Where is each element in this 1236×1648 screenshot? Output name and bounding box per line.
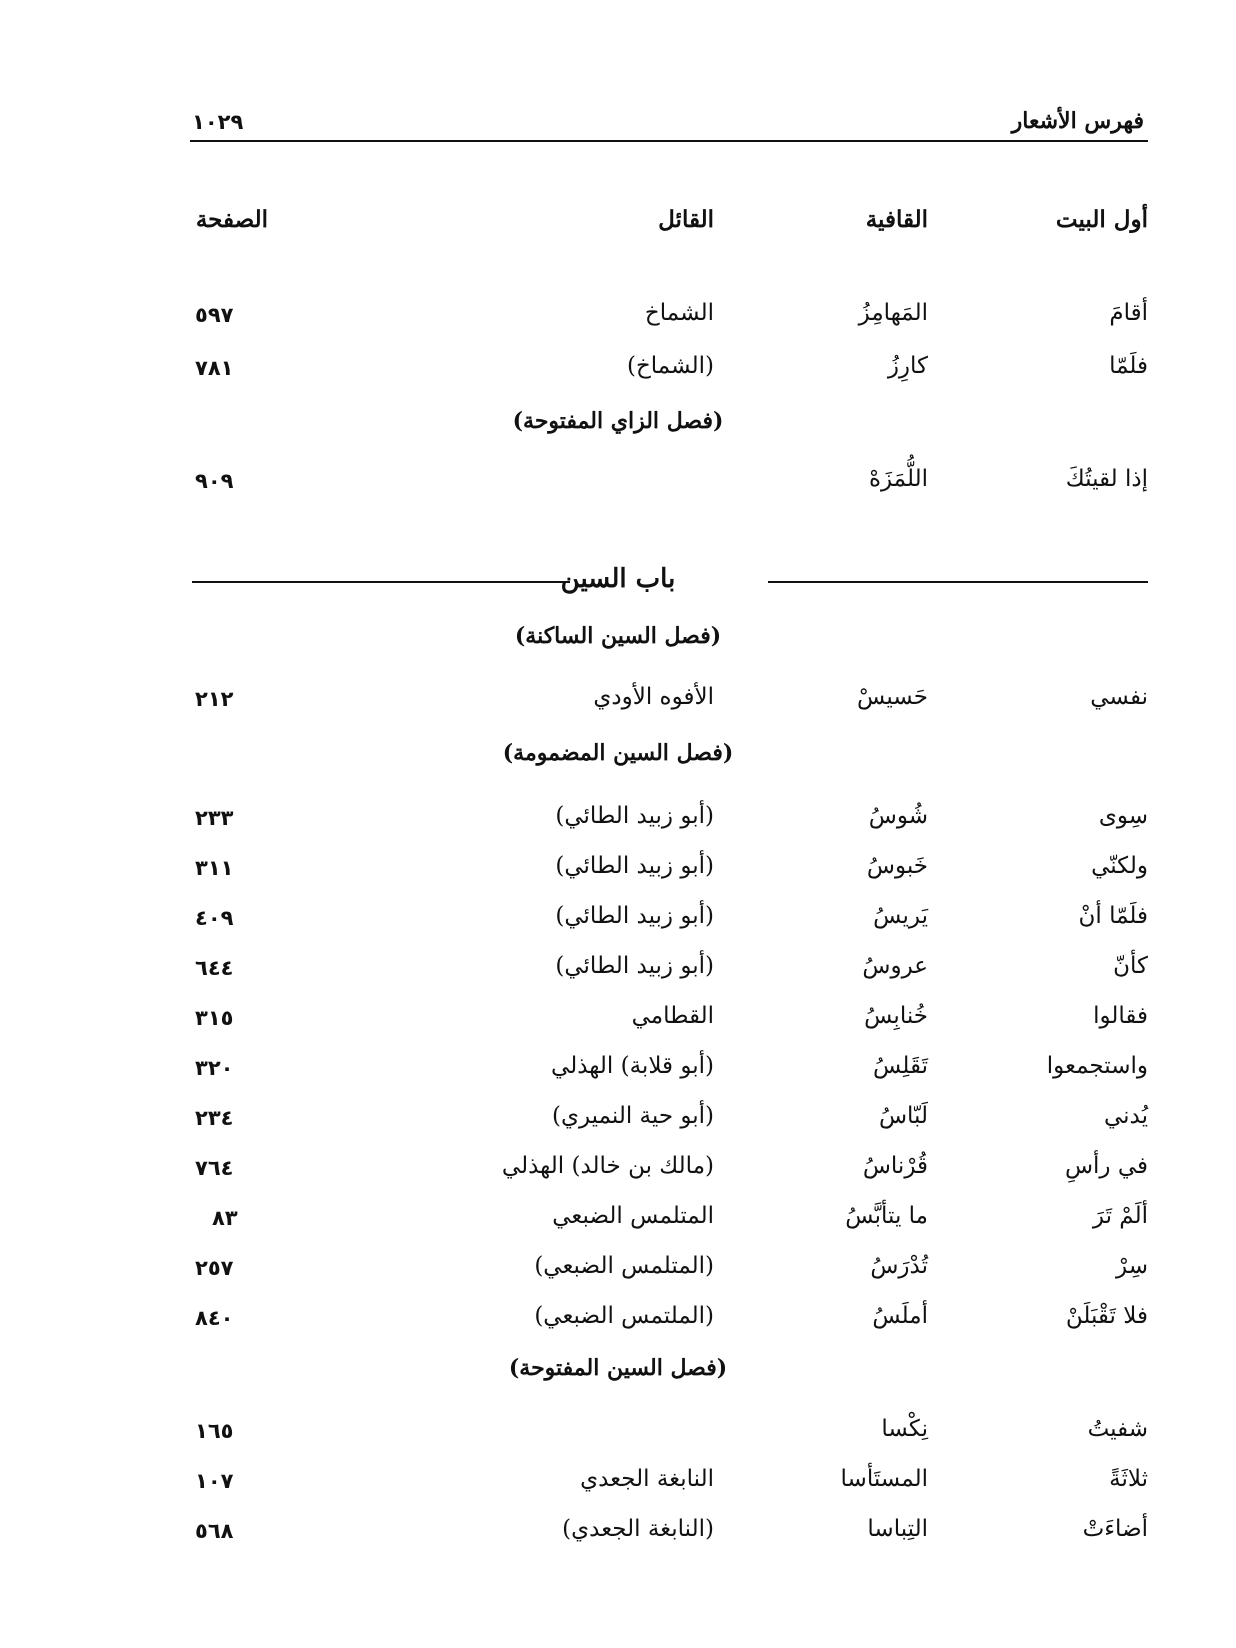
first-word: ألَمْ تَرَ <box>1092 1203 1148 1229</box>
rhyme: أملَسُ <box>872 1303 928 1329</box>
first-word: إذا لقيتُكَ <box>1065 466 1148 492</box>
rhyme: تُدْرَسُ <box>870 1253 928 1279</box>
poet: (الملتمس الضبعي) <box>534 1303 714 1329</box>
poet: (أبو زبيد الطائي) <box>555 853 714 879</box>
page-ref: ٢٣٣ <box>195 806 234 830</box>
rhyme: حَسيسْ <box>857 684 928 710</box>
rhyme: يَريسُ <box>873 903 928 929</box>
first-word: سِوى <box>1098 803 1148 829</box>
rhyme: اللُّمَزَهْ <box>868 466 928 492</box>
poet: (أبو قلابة) الهذلي <box>551 1053 714 1079</box>
poet: (مالك بن خالد) الهذلي <box>501 1153 714 1179</box>
page-ref: ٧٦٤ <box>195 1156 234 1180</box>
bab-rule-right <box>768 581 1148 583</box>
first-word: كأنّ <box>1113 953 1148 979</box>
poet: الأفوه الأودي <box>593 684 714 710</box>
poet: المتلمس الضبعي <box>552 1203 714 1229</box>
rhyme: لَبّاسُ <box>878 1103 928 1129</box>
column-first-word: أول البيت <box>1055 206 1148 233</box>
rhyme: نِكْسا <box>881 1416 928 1442</box>
poet: النابغة الجعدي <box>580 1466 714 1492</box>
poet: (أبو زبيد الطائي) <box>555 903 714 929</box>
first-word: شفيتُ <box>1087 1416 1148 1442</box>
section-heading: (فصل الزاي المفتوحة) <box>512 408 724 434</box>
rhyme: التِباسا <box>867 1516 928 1542</box>
poet: (المتلمس الضبعي) <box>534 1253 714 1279</box>
poet: (أبو زبيد الطائي) <box>555 953 714 979</box>
column-page: الصفحة <box>195 206 268 233</box>
page-ref: ٦٤٤ <box>195 956 234 980</box>
rhyme: المستَأسا <box>840 1466 928 1492</box>
first-word: فلَمّا أنْ <box>1078 903 1148 929</box>
section-heading: (فصل السين المفتوحة) <box>508 1355 728 1381</box>
page-ref: ٨٤٠ <box>195 1306 234 1330</box>
page-ref: ٣٢٠ <box>195 1056 234 1080</box>
section-heading: (فصل السين المضمومة) <box>502 740 734 766</box>
column-poet: القائل <box>658 206 714 233</box>
page-ref: ٨٣ <box>212 1206 238 1230</box>
rhyme: ما يتأبَّسُ <box>845 1203 928 1229</box>
first-word: سِرْ <box>1116 1253 1148 1279</box>
rhyme: خُنابِسُ <box>864 1003 928 1029</box>
poet: (أبو حية النميري) <box>552 1103 714 1129</box>
rhyme: خَبوسُ <box>866 853 928 879</box>
poet: (الشماخ) <box>626 353 714 379</box>
page-ref: ٣١٥ <box>195 1006 234 1030</box>
page-ref: ٥٦٨ <box>195 1519 234 1543</box>
rhyme: قُرْناسُ <box>862 1153 928 1179</box>
first-word: فلا تَقْبَلَنْ <box>1065 1303 1148 1329</box>
poet: الشماخ <box>644 300 714 326</box>
page-ref: ١٦٥ <box>195 1419 234 1443</box>
first-word: فقالوا <box>1093 1003 1148 1029</box>
first-word: ولكنّي <box>1091 853 1148 879</box>
first-word: ثلاثَةً <box>1109 1466 1148 1492</box>
poet: (النابغة الجعدي) <box>562 1516 714 1542</box>
header-rule <box>190 140 1148 142</box>
first-word: نفسي <box>1090 684 1148 710</box>
first-word: أقامَ <box>1109 300 1148 326</box>
rhyme: المَهامِزُ <box>858 300 928 326</box>
rhyme: عروسُ <box>862 953 928 979</box>
rhyme: شُوسُ <box>868 803 928 829</box>
first-word: أضاءَتْ <box>1082 1516 1148 1542</box>
section-heading: (فصل السين الساكنة) <box>514 623 722 649</box>
poet: القطامي <box>631 1003 714 1029</box>
running-title: فهرس الأشعار <box>1011 108 1144 134</box>
rhyme: تَقَلِسُ <box>873 1053 928 1079</box>
page-ref: ٤٠٩ <box>195 906 234 930</box>
first-word: واستجمعوا <box>1046 1053 1148 1079</box>
column-rhyme: القافية <box>865 206 928 233</box>
page-ref: ٣١١ <box>195 856 234 880</box>
bab-heading: باب السين <box>560 564 676 594</box>
first-word: يُدني <box>1103 1103 1148 1129</box>
poet: (أبو زبيد الطائي) <box>555 803 714 829</box>
page-ref: ٥٩٧ <box>195 303 234 327</box>
page-number: ١٠٢٩ <box>192 110 244 134</box>
page-ref: ٢١٢ <box>195 687 234 711</box>
first-word: في رأسِ <box>1064 1153 1148 1179</box>
page-ref: ٢٥٧ <box>195 1256 234 1280</box>
page-ref: ٩٠٩ <box>195 469 234 493</box>
page-ref: ١٠٧ <box>195 1469 234 1493</box>
page-ref: ٢٣٤ <box>195 1106 234 1130</box>
first-word: فلَمّا <box>1109 353 1148 379</box>
rhyme: كارِزُ <box>887 353 928 379</box>
page-ref: ٧٨١ <box>195 356 234 380</box>
